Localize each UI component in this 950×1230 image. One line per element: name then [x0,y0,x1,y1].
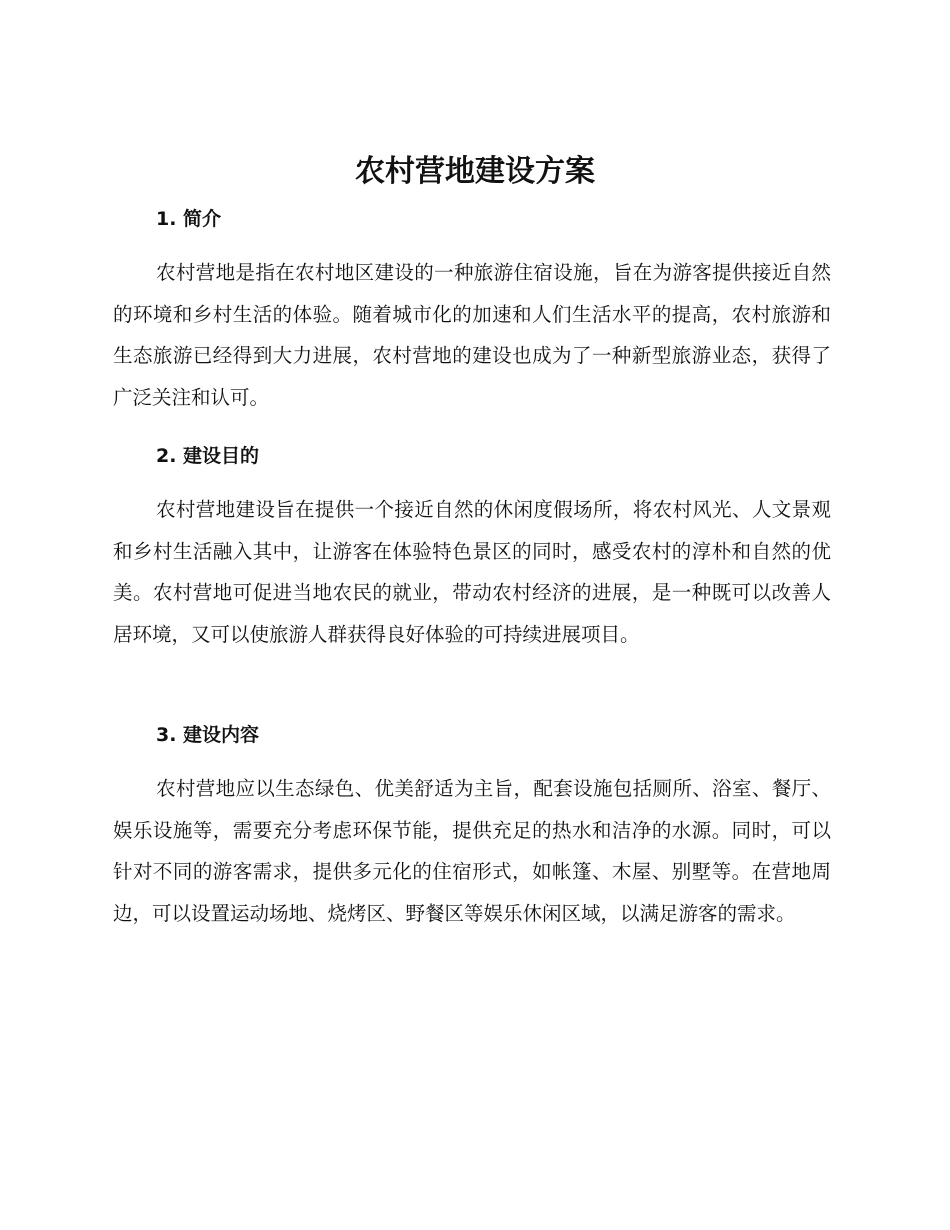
section-heading-introduction: 1. 简介 [156,208,222,230]
document-title: 农村营地建设方案 [355,154,595,189]
section-heading-content: 3. 建设内容 [156,724,260,746]
section-body-content: 农村营地应以生态绿色、优美舒适为主旨，配套设施包括厕所、浴室、餐厅、娱乐设施等，需要充分考虑环保节能，提供充足的热水和洁净的水源。同时，可以针对不同的游客需求，提供多元化的住宿形式，如帐篷、木屋、别墅等。在营地周边，可以设置运动场地、烧烤区、野餐区等娱乐休闲区域，以满足游客的需求。 [113,777,831,925]
section-heading-purpose: 2. 建设目的 [156,445,260,467]
section-body-purpose: 农村营地建设旨在提供一个接近自然的休闲度假场所，将农村风光、人文景观和乡村生活融入其中，让游客在体验特色景区的同时，感受农村的淳朴和自然的优美。农村营地可促进当地农民的就业，带动农村经济的进展，是一种既可以改善人居环境，又可以使旅游人群获得良好体验的可持续进展项目。 [113,498,831,646]
section-body-introduction: 农村营地是指在农村地区建设的一种旅游住宿设施，旨在为游客提供接近自然的环境和乡村生活的体验。随着城市化的加速和人们生活水平的提高，农村旅游和生态旅游已经得到大力进展，农村营地的建设也成为了一种新型旅游业态，获得了广泛关注和认可。 [113,261,831,409]
